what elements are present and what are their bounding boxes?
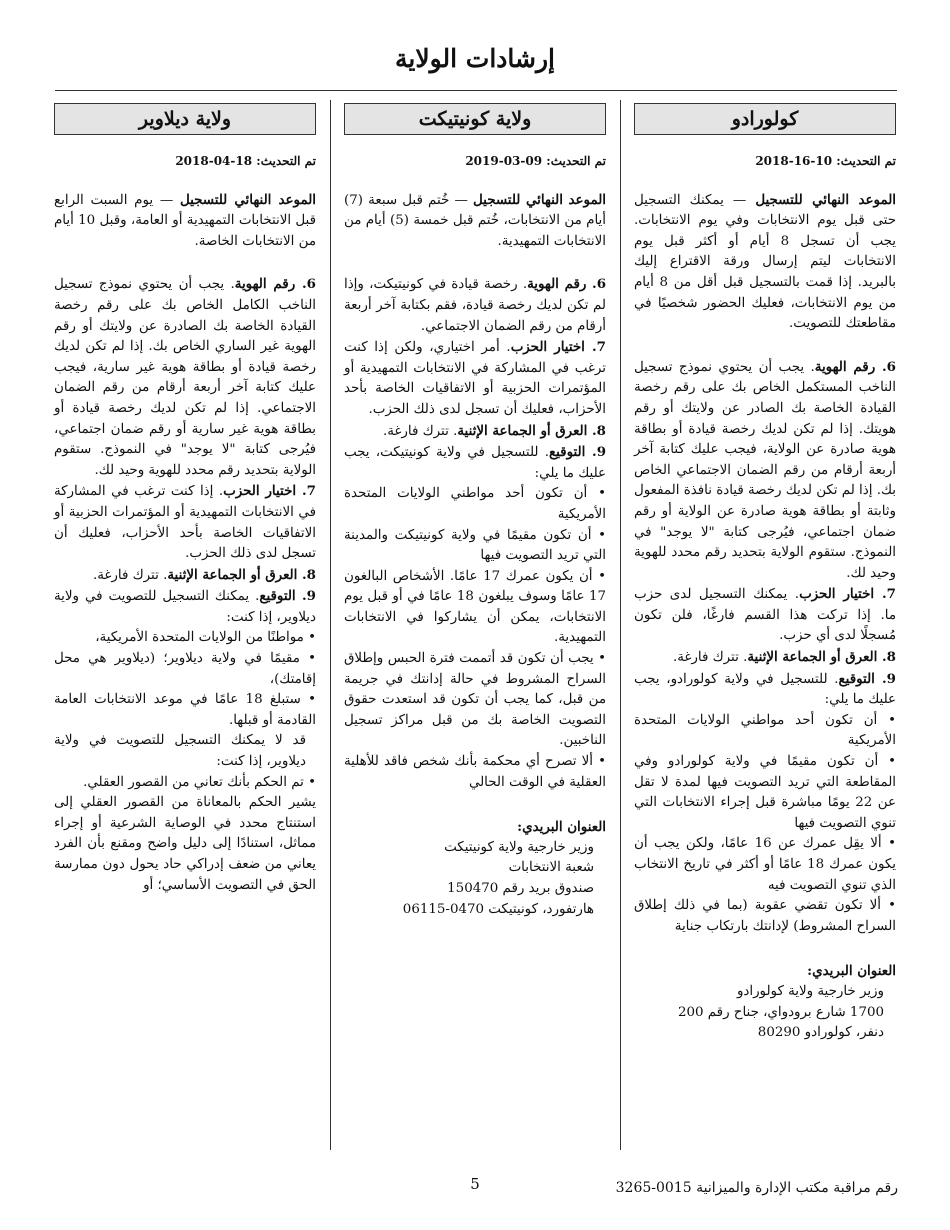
mailing-address-line: وزير خارجية ولاية كونيتيكت [444, 839, 594, 855]
title-divider [55, 90, 897, 91]
mailing-address-line: وزير خارجية ولاية كولورادو [736, 983, 884, 999]
registration-deadline [344, 190, 606, 253]
deadline-text: — يمكنك التسجيل حتى قبل يوم الانتخابات وفي يوم الانتخابات. يجب أن تسجل 8 أيام أو أكثر قبل يوم الانتخابات ليتم إرسال ورقة الاقتراع إليك بالبريد. إذا قمت بالتسجيل قبل أقل من 8 أيام من يوم الانتخابات، فعليك الحضور شخصيًا في مقاطعتك للتصويت. [634, 192, 897, 332]
updated-label: تم التحديث: [546, 154, 606, 168]
column-header-connecticut: ولاية كونيتيكت [344, 103, 606, 135]
item-label: 9. التوقيع [549, 444, 607, 461]
updated-date [634, 151, 896, 172]
registration-deadline [54, 190, 316, 253]
item-race-ethnicity [634, 647, 896, 669]
column-connecticut [344, 103, 606, 920]
item-label: 7. اختيار الحزب [510, 339, 606, 356]
item-id-number [634, 357, 896, 585]
column-colorado [634, 103, 896, 1044]
item-signature [344, 442, 606, 484]
column-delaware [54, 103, 316, 896]
mailing-address-label: العنوان البريدي: [807, 963, 896, 980]
item-text: . تترك فارغة. [92, 567, 168, 583]
item-party-choice [634, 584, 896, 647]
item-party-choice [54, 481, 316, 564]
ineligibility-bullet: • تم الحكم بأنك تعاني من القصور العقلي. [83, 774, 316, 790]
item-label: 6. رقم الهوية [527, 276, 607, 293]
requirement-bullet: • ستبلغ 18 عامًا في موعد الانتخابات العامة القادمة أو قبلها. [54, 692, 316, 728]
item-label: 6. رقم الهوية [814, 358, 896, 375]
item-race-ethnicity [344, 421, 606, 443]
requirement-bullet: • ألا تصرح أي محكمة بأنك شخص فاقد للأهلية العقلية في الوقت الحالي [344, 754, 606, 790]
item-text: . إذا كنت ترغب في المشاركة في الانتخابات التمهيدية أو المؤتمرات الحزبية أو الاتفاقيات الخاصة بأحد الأحزاب، فعليك أن تسجل لدى ذلك الحزب. [54, 484, 316, 562]
requirement-bullet: • أن تكون مقيمًا في ولاية كونيتيكت والمدينة التي تريد التصويت فيها [344, 527, 606, 564]
deadline-label: الموعد النهائي للتسجيل [473, 191, 606, 208]
page-number: 5 [470, 1175, 480, 1193]
deadline-label: الموعد النهائي للتسجيل [755, 191, 897, 208]
page-title: إرشادات الولاية [395, 44, 555, 73]
updated-date [54, 151, 316, 172]
mailing-address-line: هارتفورد، كونيتيكت 0470-06115 [402, 901, 594, 917]
item-text: . يجب أن يحتوي نموذج تسجيل الناخب المستكمل الخاص بك على رقم رخصة القيادة الخاصة بك الصادر عن ولايتك أو رقم هويتك. إذا لم تكن لديك رخصة قيادة أو بطاقة هوية صادرة عن الولاية، فيجب عليك كتابة آخر أربعة أرقام من رقم الضمان الاجتماعي الخاص بك. إذا لم تكن لديك رخصة قيادة نافذة المفعول وثابتة أو بطاقة هوية صادرة عن الولاية أو رقم ضمان اجتماعي، فيُرجى كتابة "لا يوجد" في النموذج. ستقوم الولاية بتحديد رقم محدد للهوية وحيد لك. [634, 359, 896, 581]
item-race-ethnicity [54, 565, 316, 587]
requirement-bullet: • أن يكون عمرك 17 عامًا. الأشخاص البالغون 17 عامًا وسوف يبلغون 18 عامًا في أو قبل يوم الانتخابات، يمكن أن يشاركوا في الانتخابات التمهيدية. [344, 568, 607, 646]
item-label: 6. رقم الهوية [234, 276, 316, 293]
registration-deadline [634, 190, 896, 335]
item-label: 9. التوقيع [259, 588, 316, 605]
requirement-bullet: • أن تكون أحد مواطني الولايات المتحدة الأمريكية [344, 486, 606, 522]
column-header-colorado: كولورادو [634, 103, 896, 135]
item-text: . للتسجيل في ولاية كونيتيكت، يجب عليك ما يلي: [344, 445, 606, 481]
requirement-bullet: • أن تكون مقيمًا في ولاية كولورادو وفي المقاطعة التي تريد التصويت فيها لمدة لا تقل عن 22 يومًا مباشرة قبل إجراء الانتخابات التي تنوي التصويت فيها [634, 754, 896, 831]
item-text: . رخصة قيادة في كونيتيكت، وإذا لم تكن لديك رخصة قيادة، فقم بكتابة آخر أربعة أرقام من رقم الضمان الاجتماعي. [344, 277, 606, 334]
item-signature [634, 669, 896, 711]
item-text: . أمر اختياري، ولكن إذا كنت ترغب في المشاركة في الانتخابات التمهيدية أو المؤتمرات الحزبية أو الاتفاقيات الخاصة بأحد الأحزاب، فعليك أن تسجل لدى ذلك الحزب. [344, 340, 606, 417]
deadline-label: الموعد النهائي للتسجيل [179, 191, 316, 208]
item-party-choice [344, 337, 606, 420]
item-label: 8. العرق أو الجماعة الإثنية [457, 422, 606, 439]
mailing-address-label: العنوان البريدي: [517, 819, 606, 836]
item-label: 7. اختيار الحزب [799, 586, 896, 603]
requirement-bullet: • مواطنًا من الولايات المتحدة الأمريكية، [95, 630, 316, 646]
item-label: 8. العرق أو الجماعة الإثنية [167, 566, 316, 583]
requirement-bullet: • ألا تكون تقضي عقوبة (بما في ذلك إطلاق السراح المشروط) لإدانتك بارتكاب جناية [634, 898, 896, 934]
column-header-delaware: ولاية ديلاوير [54, 103, 316, 135]
item-text: . يمكنك التسجيل للتصويت في ولاية ديلاوير، إذا كنت: [54, 589, 316, 625]
column-divider-right [620, 100, 621, 1150]
requirement-bullet: • أن تكون أحد مواطني الولايات المتحدة الأمريكية [634, 712, 896, 749]
updated-value: 2018-04-18 [175, 154, 253, 168]
updated-value: 2019-03-09 [465, 154, 543, 168]
requirement-bullet: • ألا يقِل عمرك عن 16 عامًا، ولكن يجب أن يكون عمرك 18 عامًا أو أكثر في تاريخ الانتخاب الذي تنوي التصويت فيه [634, 836, 897, 893]
deadline-text: — يوم السبت الرابع قبل الانتخابات التمهيدية أو العامة، وقبل 10 أيام من الانتخابات الخاصة. [54, 192, 316, 249]
item-text: . تترك فارغة. [672, 650, 748, 666]
ineligibility-explanation: يشير الحكم بالمعاناة من القصور العقلي إلى استنتاج محدد في الوصاية الشرعية أو إجراء مماثل، استنادًا إلى دليل واضح ومقنع بأن الفرد يعاني من ضعف إدراكي حاد يحول دون ممارسة الحق في التصويت الأساسي؛ أو [54, 795, 316, 893]
updated-date [344, 151, 606, 172]
mailing-address-line: شعبة الانتخابات [508, 860, 594, 876]
mailing-address-line: صندوق بريد رقم 150470 [447, 881, 594, 896]
item-label: 7. اختيار الحزب [223, 483, 316, 500]
item-signature [54, 586, 316, 628]
mailing-address-line: دنفر، كولورادو 80290 [757, 1025, 884, 1041]
column-divider-left [330, 100, 331, 1150]
item-text: . للتسجيل في ولاية كولورادو، يجب عليك ما يلي: [634, 671, 896, 708]
item-label: 9. التوقيع [838, 670, 896, 687]
item-text: . يمكنك التسجيل لدى حزب ما. إذا تركت هذا القسم فارغًا، فلن تكون مُسجلًا لدى أي حزب. [634, 587, 896, 644]
requirement-bullet: • يجب أن تكون قد أتممت فترة الحبس وإطلاق السراح المشروط في حالة إدانتك في جريمة من قبل، كما يجب أن تكون قد استعدت حقوق التصويت الخاصة بك من قبل مراكز تسجيل الناخبين. [344, 651, 606, 749]
item-text: . يجب أن يحتوي نموذج تسجيل الناخب الكامل الخاص بك على رقم رخصة القيادة الخاصة بك الصادرة عن ولايتك أو رقم الهوية غير الساري الخاص بك. إذا لم تكن لديك رخصة قيادة أو بطاقة هوية غير سارية، فيجب عليك كتابة آخر أربعة أرقام من رقم الضمان الاجتماعي. إذا لم تكن لديك رخصة قيادة أو بطاقة هوية غير سارية أو رقم ضمان اجتماعي، فيُرجى كتابة "لا يوجد" في النموذج. ستقوم الولاية بتحديد رقم محدد للهوية وحيد لك. [54, 277, 316, 478]
mailing-address-line: 1700 شارع برودواي، جناح رقم 200 [677, 1004, 884, 1020]
item-text: . تترك فارغة. [382, 423, 458, 439]
item-id-number [54, 274, 316, 481]
omb-control-number: رقم مراقبة مكتب الإدارة والميزانية 0015-3265 [615, 1180, 898, 1196]
ineligibility-intro: قد لا يمكنك التسجيل للتصويت في ولاية ديلاوير، إذا كنت: [54, 733, 306, 770]
deadline-text: — خُتم قبل سبعة (7) أيام من الانتخابات، خُتم قبل خمسة (5) أيام من الانتخابات التمهيدية. [344, 192, 606, 249]
updated-label: تم التحديث: [836, 154, 896, 168]
item-label: 8. العرق أو الجماعة الإثنية [747, 649, 896, 666]
updated-value: 2018-16-10 [755, 154, 833, 168]
requirement-bullet: • مقيمًا في ولاية ديلاوير؛ (ديلاوير هي محل إقامتك)، [54, 651, 316, 687]
item-id-number [344, 274, 606, 337]
updated-label: تم التحديث: [256, 154, 316, 168]
